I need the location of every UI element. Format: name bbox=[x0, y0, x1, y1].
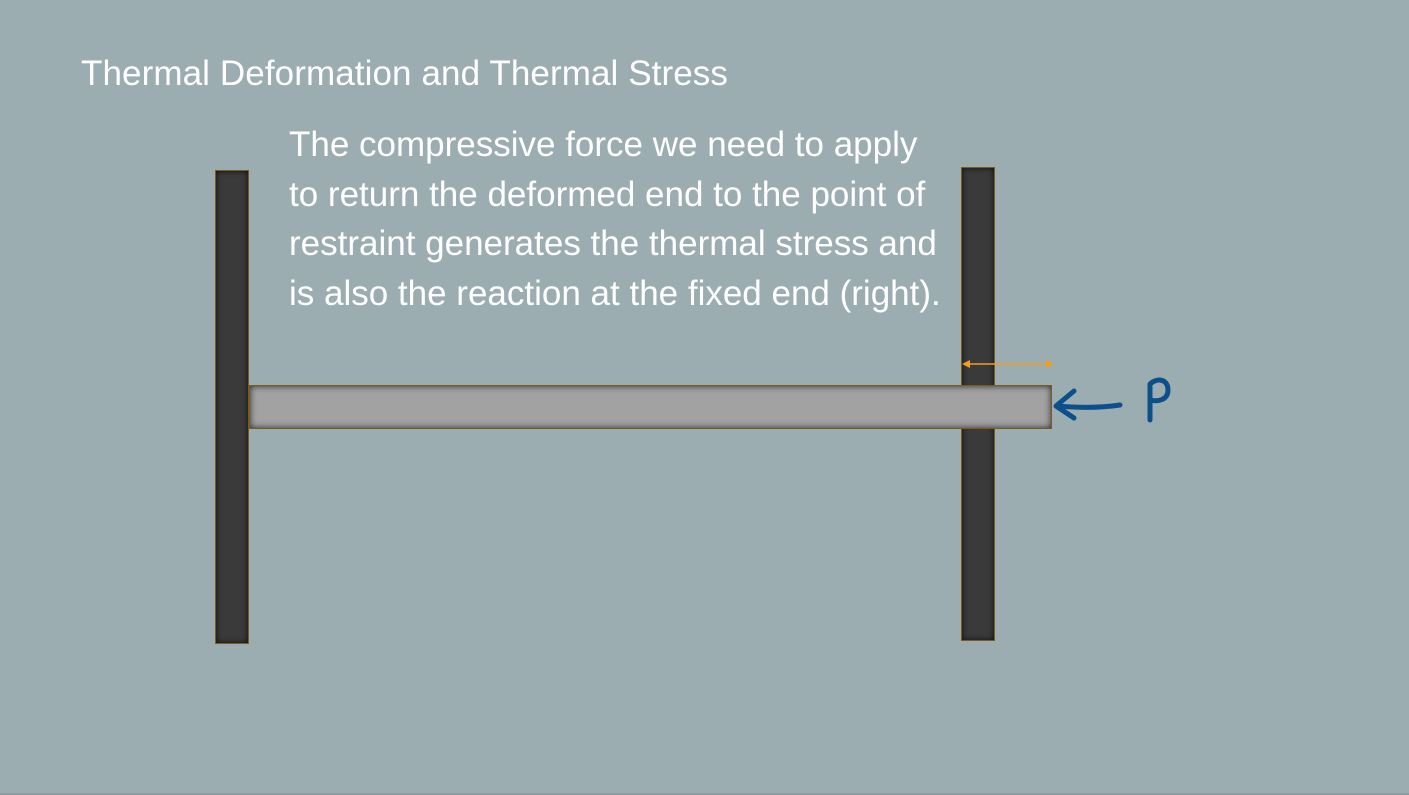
body-text: The compressive force we need to apply to return the deformed end to the point of restraint generates the thermal stress and is also the reaction at the fixed end (right). bbox=[289, 125, 941, 313]
thermally-expanded-rod bbox=[249, 385, 1052, 429]
force-label-p bbox=[1150, 380, 1168, 420]
left-fixed-wall bbox=[215, 170, 249, 644]
slide-title: Thermal Deformation and Thermal Stress bbox=[81, 54, 729, 93]
compressive-force-arrow bbox=[1056, 391, 1120, 418]
